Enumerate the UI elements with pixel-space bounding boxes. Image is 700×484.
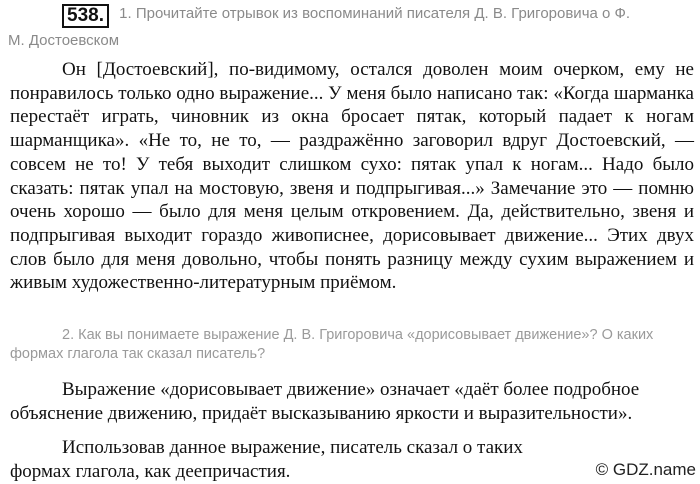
task-instruction: 1. Прочитайте отрывок из воспоминаний писателя Д. В. Григоровича о Ф.	[119, 5, 631, 22]
task-number: 538.	[62, 4, 109, 28]
answer-paragraph-1: Выражение «дорисовывает движение» означает «даёт более подробное объяснение движению, придаёт высказыванию яркости и выразительности».	[10, 379, 640, 424]
answer-paragraph-2: Использовав данное выражение, писатель сказал о таких формах глагола, как деепричастия.	[10, 437, 523, 482]
task-header	[62, 4, 696, 28]
task-instruction-continued: М. Достоевском	[8, 32, 120, 49]
watermark: © GDZ.name	[595, 460, 696, 479]
question-2: 2. Как вы понимаете выражение Д. В. Григоровича «дорисовывает движение»? О каких формах глагола так сказал писатель?	[10, 327, 654, 362]
quoted-passage: Он [Достоевский], по-видимому, остался доволен моим очерком, ему не понравилось только одно выражение... У меня было написано так: «Когда шарманка перестаёт играть, чиновник из окна бросает пятак, который падает к ногам шарманщика». «Не то, не то, — раздражённо заговорил вдруг Достоевский, — совсем не то! У тебя выходит слишком сухо: пятак упал к ногам... Надо было сказать: пятак упал на мостовую, звеня и подпрыгивая...» Замечание это — помню очень хорошо — было для меня целым откровением. Да, действительно, звеня и подпрыгивая выходит гораздо живописнее, дорисовывает движение... Этих двух слов было для меня довольно, чтобы понять разницу между сухим выражением и живым художественно-литературным приёмом.	[10, 59, 694, 294]
